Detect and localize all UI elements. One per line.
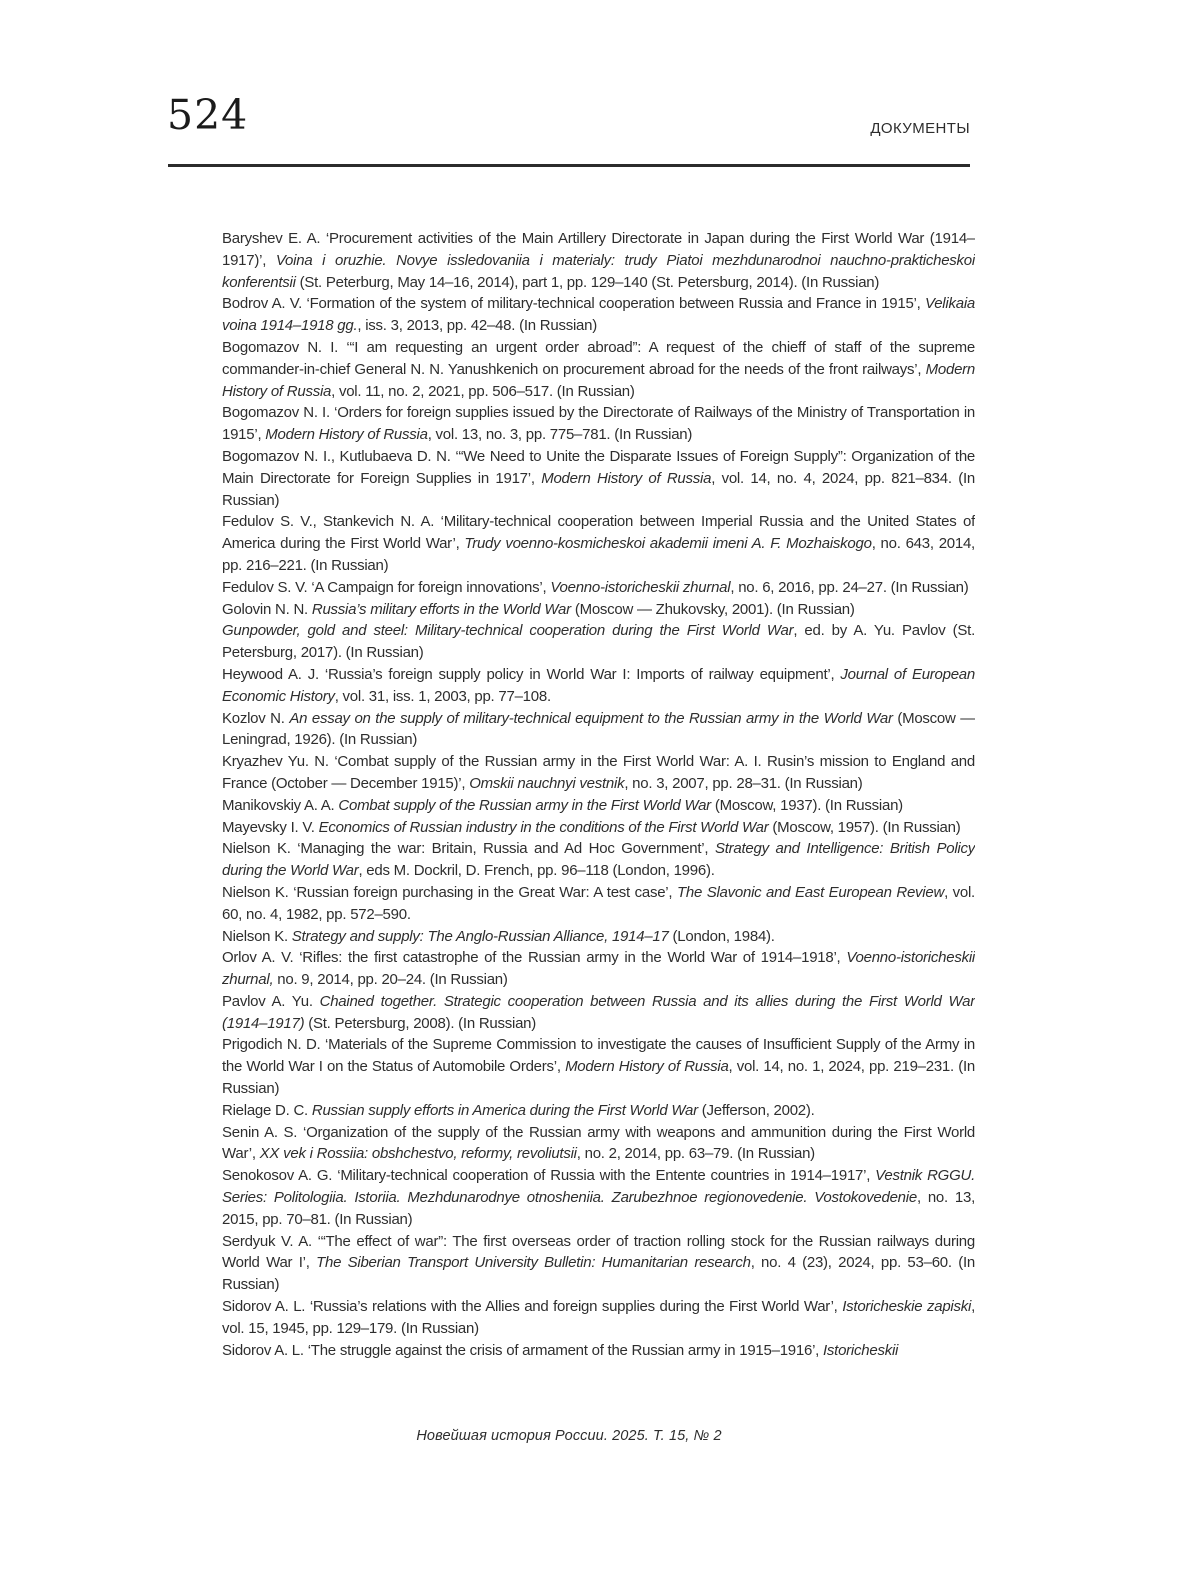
reference-title-italic: Gunpowder, gold and steel: Military-technical cooperation during the First World War bbox=[222, 622, 794, 640]
reference-entry bbox=[222, 1340, 975, 1362]
reference-entry bbox=[222, 664, 975, 708]
reference-entry bbox=[222, 751, 975, 795]
reference-text: , vol. 60, no. 4, 1982, pp. 572–590. bbox=[222, 883, 975, 923]
reference-text: Fedulov S. V., Stankevich N. A. ‘Military-technical cooperation between Imperial Russia and the United States of America during the First World War’, bbox=[222, 513, 975, 553]
reference-title-italic: Modern History of Russia bbox=[222, 360, 975, 400]
reference-text: (Moscow — Zhukovsky, 2001). (In Russian) bbox=[570, 600, 855, 618]
reference-text: Kryazhev Yu. N. ‘Combat supply of the Russian army in the First World War: A. I. Rusin’s mission to England and France (October — December 1915)’, bbox=[222, 753, 975, 792]
reference-title-italic: Russian supply efforts in America during the First World War bbox=[311, 1101, 698, 1119]
running-head: ДОКУМЕНТЫ bbox=[870, 120, 970, 137]
reference-entry bbox=[222, 838, 975, 882]
reference-entry bbox=[222, 991, 975, 1035]
page-number: 524 bbox=[167, 91, 249, 139]
reference-text: (St. Petersburg, 2008). (In Russian) bbox=[304, 1014, 537, 1032]
reference-entry bbox=[222, 708, 975, 752]
reference-entry bbox=[222, 795, 975, 817]
reference-text: Manikovskiy A. A. bbox=[222, 796, 339, 814]
reference-text: Prigodich N. D. ‘Materials of the Supreme Commission to investigate the causes of Insufficient Supply of the Army in the World War I on the Status of Automobile Orders’, bbox=[222, 1036, 975, 1076]
reference-text: , vol. 11, no. 2, 2021, pp. 506–517. (In Russian) bbox=[331, 382, 635, 400]
reference-title-italic: Velikaia voina 1914–1918 gg. bbox=[222, 295, 975, 335]
reference-text: Bogomazov N. I. ‘“I am requesting an urgent order abroad”: A request of the chieff of staff of the supreme commander-in-chief General N. N. Yanushkenich on procurement abroad for the needs of the front railways’, bbox=[222, 338, 975, 378]
journal-footer: Новейшая история России. 2025. Т. 15, № 2 bbox=[416, 1428, 722, 1444]
reference-entry bbox=[222, 1034, 975, 1099]
reference-text: Fedulov S. V. ‘A Campaign for foreign innovations’, bbox=[222, 578, 551, 596]
reference-text: (St. Peterburg, May 14–16, 2014), part 1, pp. 129–140 (St. Petersburg, 2014). (In Russian) bbox=[295, 273, 880, 291]
reference-entry bbox=[222, 1296, 975, 1340]
reference-title-italic: XX vek i Rossiia: obshchestvo, reformy, revoliutsii bbox=[259, 1145, 577, 1163]
reference-text: Nielson K. ‘Managing the war: Britain, Russia and Ad Hoc Government’, bbox=[222, 840, 715, 858]
reference-title-italic: Vestnik RGGU. Series: Politologiia. Istoriia. Mezhdunarodnye otnosheniia. Zarubezhnoe regionovedenie. Vostokovedenie bbox=[222, 1167, 975, 1207]
reference-title-italic: Istoricheskii bbox=[823, 1341, 899, 1359]
reference-title-italic: Voina i oruzhie. Novye issledovaniia i materialy: trudy Piatoi mezhdunarodnoi nauchno-prakticheskoi konferentsii bbox=[222, 251, 975, 291]
reference-title-italic: Strategy and supply: The Anglo-Russian Alliance, 1914–17 bbox=[291, 927, 669, 945]
reference-entry bbox=[222, 446, 975, 511]
reference-entry bbox=[222, 228, 975, 293]
reference-text: , no. 3, 2007, pp. 28–31. (In Russian) bbox=[624, 774, 863, 792]
reference-title-italic: Russia’s military efforts in the World War bbox=[311, 600, 571, 618]
reference-title-italic: Modern History of Russia bbox=[541, 469, 712, 487]
reference-title-italic: Modern History of Russia bbox=[565, 1058, 729, 1076]
reference-title-italic: Modern History of Russia bbox=[265, 426, 428, 444]
reference-text: Sidorov A. L. ‘The struggle against the crisis of armament of the Russian army in 1915–1916’, bbox=[222, 1341, 823, 1359]
reference-title-italic: Voenno-istoricheskii zhurnal bbox=[550, 578, 731, 596]
reference-text: (London, 1984). bbox=[668, 927, 775, 945]
reference-entry bbox=[222, 1100, 975, 1122]
reference-text: Baryshev E. A. ‘Procurement activities of the Main Artillery Directorate in Japan during the First World War (1914–1917)’, bbox=[222, 230, 975, 269]
header-rule bbox=[168, 164, 970, 167]
reference-entry bbox=[222, 293, 975, 337]
reference-title-italic: An essay on the supply of military-technical equipment to the Russian army in the World War bbox=[289, 709, 893, 727]
reference-text: Heywood A. J. ‘Russia’s foreign supply policy in World War I: Imports of railway equipment’, bbox=[222, 665, 841, 683]
reference-text: Bogomazov N. I., Kutlubaeva D. N. ‘“We Need to Unite the Disparate Issues of Foreign Supply”: Organization of the Main Directorate for Foreign Supplies in 1917’, bbox=[222, 447, 975, 487]
reference-title-italic: Strategy and Intelligence: British Policy during the World War bbox=[222, 840, 975, 880]
reference-entry bbox=[222, 599, 975, 621]
reference-text: Mayevsky I. V. bbox=[222, 818, 319, 836]
reference-text: (Jefferson, 2002). bbox=[697, 1101, 815, 1119]
reference-title-italic: Istoricheskie zapiski bbox=[842, 1298, 972, 1316]
reference-title-italic: Chained together. Strategic cooperation between Russia and its allies during the First World War (1914–1917) bbox=[222, 992, 975, 1032]
reference-text: , no. 643, 2014, pp. 216–221. (In Russian) bbox=[222, 535, 975, 574]
reference-title-italic: The Siberian Transport University Bulletin: Humanitarian research bbox=[316, 1254, 751, 1272]
reference-text: , vol. 14, no. 1, 2024, pp. 219–231. (In Russian) bbox=[222, 1058, 975, 1098]
reference-entry bbox=[222, 882, 975, 926]
reference-text: no. 9, 2014, pp. 20–24. (In Russian) bbox=[273, 971, 508, 989]
reference-title-italic: Voenno-istoricheskii zhurnal, bbox=[222, 949, 975, 989]
reference-text: Senin A. S. ‘Organization of the supply of the Russian army with weapons and ammunition during the First World War’, bbox=[222, 1123, 975, 1163]
reference-text: Serdyuk V. A. ‘“The effect of war”: The first overseas order of traction rolling stock for the Russian railways during World War I’, bbox=[222, 1232, 975, 1272]
reference-text: (Moscow, 1957). (In Russian) bbox=[768, 818, 961, 836]
reference-entry bbox=[222, 1122, 975, 1166]
reference-text: Bogomazov N. I. ‘Orders for foreign supplies issued by the Directorate of Railways of the Ministry of Transportation in 1915’, bbox=[222, 404, 975, 444]
reference-text: Sidorov A. L. ‘Russia’s relations with the Allies and foreign supplies during the First World War’, bbox=[222, 1298, 843, 1316]
reference-title-italic: Journal of European Economic History bbox=[222, 665, 975, 705]
reference-text: , no. 13, 2015, pp. 70–81. (In Russian) bbox=[222, 1189, 975, 1228]
reference-entry bbox=[222, 1165, 975, 1230]
reference-title-italic: Economics of Russian industry in the conditions of the First World War bbox=[318, 818, 769, 836]
reference-entry bbox=[222, 511, 975, 576]
reference-text: Senokosov A. G. ‘Military-technical cooperation of Russia with the Entente countries in 1914–1917’, bbox=[222, 1167, 876, 1185]
reference-entry bbox=[222, 817, 975, 839]
reference-entry bbox=[222, 337, 975, 402]
reference-text: , iss. 3, 2013, pp. 42–48. (In Russian) bbox=[357, 317, 597, 335]
reference-text: , vol. 31, iss. 1, 2003, pp. 77–108. bbox=[334, 687, 551, 705]
reference-text: , ed. by A. Yu. Pavlov (St. Petersburg, 2017). (In Russian) bbox=[222, 622, 975, 662]
reference-text: (Moscow, 1937). (In Russian) bbox=[710, 796, 903, 814]
reference-title-italic: Omskii nauchnyi vestnik bbox=[469, 774, 625, 792]
reference-text: , vol. 15, 1945, pp. 129–179. (In Russian) bbox=[222, 1298, 975, 1337]
reference-entry bbox=[222, 926, 975, 948]
reference-text: Rielage D. C. bbox=[222, 1101, 312, 1119]
reference-text: , eds M. Dockril, D. French, pp. 96–118 (London, 1996). bbox=[358, 862, 715, 880]
reference-text: , vol. 14, no. 4, 2024, pp. 821–834. (In Russian) bbox=[222, 469, 975, 509]
reference-title-italic: Combat supply of the Russian army in the First World War bbox=[338, 796, 711, 814]
reference-text: Golovin N. N. bbox=[222, 600, 312, 618]
reference-entry bbox=[222, 402, 975, 446]
reference-text: Nielson K. ‘Russian foreign purchasing in the Great War: A test case’, bbox=[222, 883, 677, 901]
reference-text: Kozlov N. bbox=[222, 709, 290, 727]
reference-text: Orlov A. V. ‘Rifles: the first catastrophe of the Russian army in the World War of 1914–1918’, bbox=[222, 949, 847, 967]
reference-text: Nielson K. bbox=[222, 927, 292, 945]
reference-title-italic: The Slavonic and East European Review bbox=[676, 883, 945, 901]
reference-entry bbox=[222, 947, 975, 991]
reference-list bbox=[222, 228, 975, 1361]
reference-entry bbox=[222, 577, 975, 599]
reference-text: Bodrov A. V. ‘Formation of the system of military-technical cooperation between Russia and France in 1915’, bbox=[222, 295, 926, 313]
reference-text: , no. 2, 2014, pp. 63–79. (In Russian) bbox=[576, 1145, 815, 1163]
reference-entry bbox=[222, 1231, 975, 1296]
reference-entry bbox=[222, 620, 975, 664]
reference-text: , vol. 13, no. 3, pp. 775–781. (In Russian) bbox=[427, 426, 693, 444]
reference-text: (Moscow — Leningrad, 1926). (In Russian) bbox=[222, 709, 975, 749]
reference-text: Pavlov A. Yu. bbox=[222, 992, 320, 1010]
reference-text: , no. 6, 2016, pp. 24–27. (In Russian) bbox=[730, 578, 969, 596]
reference-title-italic: Trudy voenno-kosmicheskoi akademii imeni A. F. Mozhaiskogo bbox=[464, 535, 872, 553]
reference-text: , no. 4 (23), 2024, pp. 53–60. (In Russian) bbox=[222, 1254, 975, 1294]
